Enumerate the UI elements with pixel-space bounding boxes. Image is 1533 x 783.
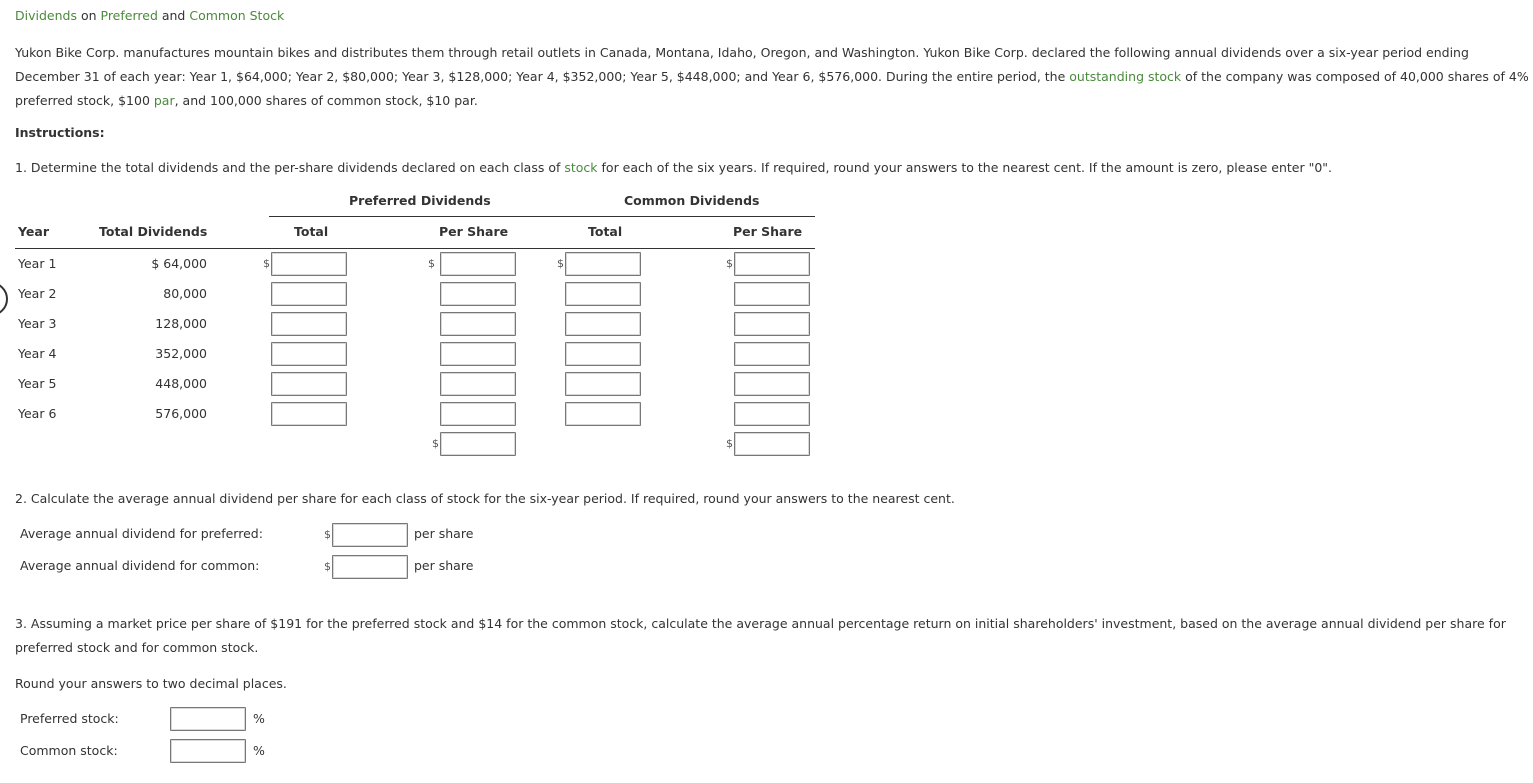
avg-preferred-label: Average annual dividend for preferred: [20,526,263,541]
common-dividends-header: Common Dividends [624,193,760,208]
percent-unit: % [253,711,265,726]
percent-unit: % [253,743,265,758]
common-return-label: Common stock: [20,743,118,758]
currency-symbol: $ [324,528,331,541]
avg-preferred-input[interactable] [332,523,408,547]
preferred-per-share-input-year-5[interactable] [440,372,516,396]
preferred-link[interactable]: Preferred [100,8,158,23]
currency-symbol: $ [324,560,331,573]
common-per-share-input-year-1[interactable] [734,252,810,276]
instructions-heading: Instructions: [15,125,105,140]
par-link[interactable]: par [153,93,175,108]
preferred-total-input-year-4[interactable] [271,342,347,366]
group-header-rule [269,216,815,217]
common-per-share-input-year-3[interactable] [734,312,810,336]
preferred-total-input-year-1[interactable] [271,252,347,276]
preferred-per-share-input-year-4[interactable] [440,342,516,366]
col-year-header: Year [18,224,49,239]
preferred-per-share-input-year-1[interactable] [440,252,516,276]
row-total-dividends: 448,000 [155,376,207,391]
common-return-input[interactable] [170,739,246,763]
row-year: Year 2 [18,286,57,301]
currency-symbol: $ [557,257,564,270]
col-total-dividends-header: Total Dividends [99,224,208,239]
currency-symbol: $ [428,257,435,270]
row-total-dividends: 576,000 [155,406,207,421]
preferred-per-share-total-input[interactable] [440,432,516,456]
currency-symbol: $ [726,257,733,270]
preferred-per-share-input-year-2[interactable] [440,282,516,306]
avg-common-input[interactable] [332,555,408,579]
row-total-dividends: $ 64,000 [151,256,207,271]
common-per-share-input-year-5[interactable] [734,372,810,396]
preferred-per-share-input-year-3[interactable] [440,312,516,336]
common-per-share-input-year-6[interactable] [734,402,810,426]
row-year: Year 4 [18,346,57,361]
row-total-dividends: 80,000 [163,286,207,301]
column-header-rule [15,248,815,249]
dividends-link[interactable]: Dividends [15,8,77,23]
row-year: Year 3 [18,316,57,331]
preferred-total-input-year-6[interactable] [271,402,347,426]
row-total-dividends: 352,000 [155,346,207,361]
preferred-return-label: Preferred stock: [20,711,119,726]
common-per-share-input-year-2[interactable] [734,282,810,306]
preferred-return-input[interactable] [170,707,246,731]
question-1-text: 1. Determine the total dividends and the per-share dividends declared on each class of stock for each of the six years. If required, round your answers to the nearest cent. If the amount is zero, please enter "0". [15,160,1333,175]
common-total-input-year-4[interactable] [565,342,641,366]
currency-symbol: $ [726,437,733,450]
common-per-share-input-year-4[interactable] [734,342,810,366]
round-note: Round your answers to two decimal places. [15,676,287,691]
row-year: Year 1 [18,256,57,271]
currency-symbol: $ [432,437,439,450]
common-total-input-year-2[interactable] [565,282,641,306]
question-2-text: 2. Calculate the average annual dividend per share for each class of stock for the six-year period. If required, round your answers to the nearest cent. [15,491,955,506]
common-total-input-year-5[interactable] [565,372,641,396]
avg-common-label: Average annual dividend for common: [20,558,260,573]
side-indicator-icon [0,282,8,316]
col-preferred-per-share-header: Per Share [439,224,509,239]
per-share-unit: per share [414,558,474,573]
preferred-total-input-year-2[interactable] [271,282,347,306]
preferred-total-input-year-3[interactable] [271,312,347,336]
page-title: Dividends on Preferred and Common Stock [15,8,285,23]
question-3-text: 3. Assuming a market price per share of $191 for the preferred stock and $14 for the common stock, calculate the average annual percentage return on initial shareholders' investment, based on the average annual dividend per share for preferred stock and for common stock. [15,616,1506,655]
common-total-input-year-1[interactable] [565,252,641,276]
problem-description: Yukon Bike Corp. manufactures mountain bikes and distributes them through retail outlets in Canada, Montana, Idaho, Oregon, and Washington. Yukon Bike Corp. declared the following annual dividends over a six-year period ending December 31 of each year: Year 1, $64,000; Year 2, $80,000; Year 3, $128,000; Year 4, $352,000; Year 5, $448,000; and Year 6, $576,000. During the entire period, the outstanding stock of the company was composed of 40,000 shares of 4% preferred stock, $100 par, and 100,000 shares of common stock, $10 par. [15,45,1529,108]
common-total-input-year-3[interactable] [565,312,641,336]
row-year: Year 6 [18,406,57,421]
common-total-input-year-6[interactable] [565,402,641,426]
outstanding-stock-link[interactable]: outstanding stock [1069,69,1182,84]
per-share-unit: per share [414,526,474,541]
common-per-share-total-input[interactable] [734,432,810,456]
col-preferred-total-header: Total [294,224,329,239]
row-year: Year 5 [18,376,57,391]
row-total-dividends: 128,000 [155,316,207,331]
preferred-per-share-input-year-6[interactable] [440,402,516,426]
currency-symbol: $ [263,257,270,270]
common-stock-link[interactable]: Common Stock [189,8,285,23]
preferred-total-input-year-5[interactable] [271,372,347,396]
col-common-per-share-header: Per Share [733,224,803,239]
col-common-total-header: Total [588,224,623,239]
stock-link[interactable]: stock [564,160,598,175]
preferred-dividends-header: Preferred Dividends [349,193,491,208]
